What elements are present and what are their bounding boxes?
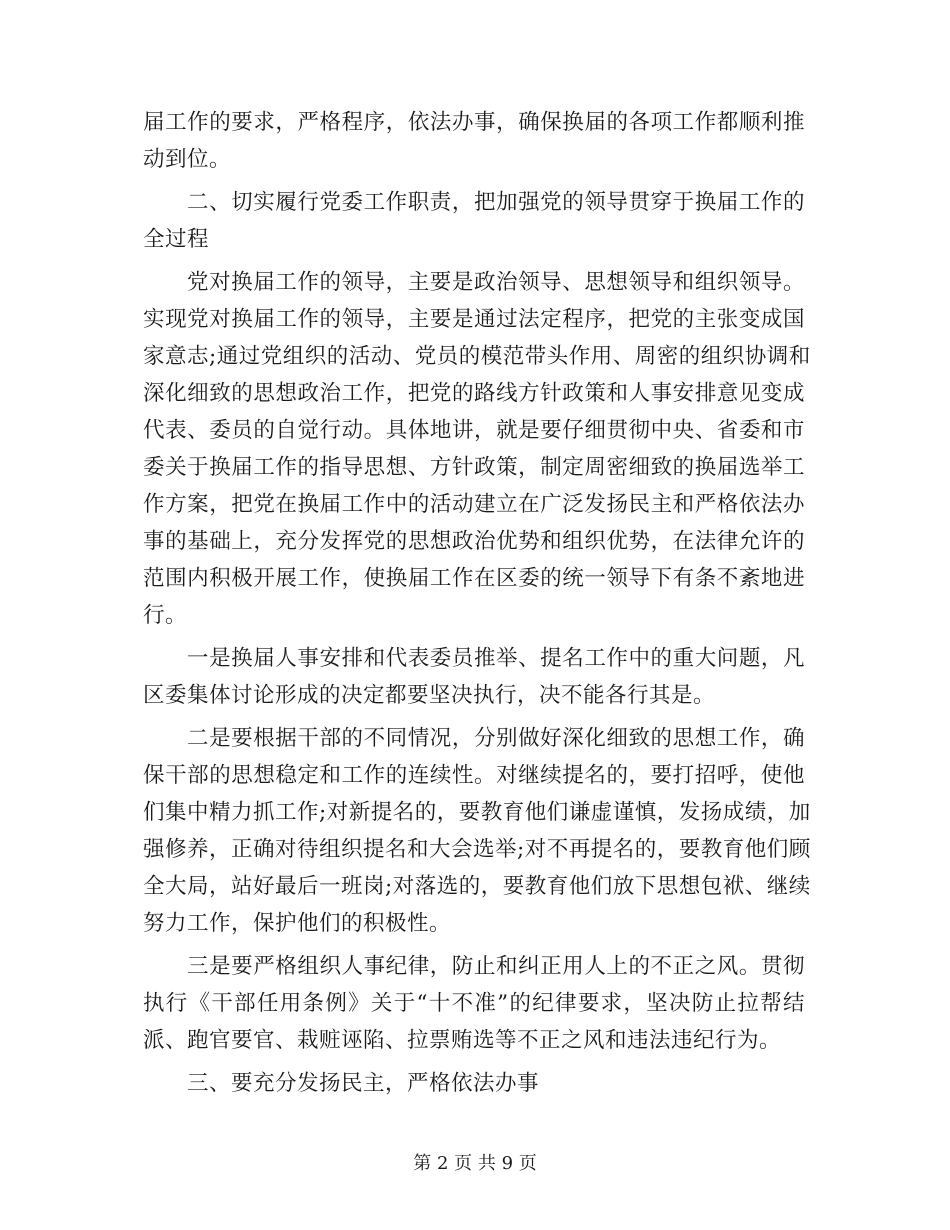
paragraph-line: 届工作的要求，严格程序，依法办事，确保换届的各项工作都顺利推 (143, 110, 805, 135)
paragraph-party-leadership (143, 264, 811, 634)
paragraph-line: 一是换届人事安排和代表委员推举、提名工作中的重大问题，凡 (187, 646, 805, 671)
document-body (143, 104, 811, 1102)
paragraph-line: 三是要严格组织人事纪律，防止和纠正用人上的不正之风。贯彻 (187, 954, 805, 979)
paragraph-line: 区委集体讨论形成的决定都要坚决执行，决不能各行其是。 (143, 683, 716, 708)
paragraph-line: 实现党对换届工作的领导，主要是通过法定程序，把党的主张变成国 (143, 307, 805, 332)
heading-line: 三、要充分发扬民主，严格依法办事 (187, 1071, 540, 1096)
paragraph-line: 强修养，正确对待组织提名和大会选举;对不再提名的，要教育他们顾 (143, 837, 811, 862)
paragraph-line: 代表、委员的自觉行动。具体地讲，就是要仔细贯彻中央、省委和市 (143, 418, 805, 443)
paragraph-point-three (143, 948, 805, 1059)
paragraph-line: 事的基础上，充分发挥党的思想政治优势和组织优势，在法律允许的 (143, 529, 805, 554)
paragraph-line: 行。 (143, 603, 188, 628)
section-heading-3 (143, 1065, 805, 1102)
paragraph-line: 动到位。 (143, 147, 232, 172)
page-number-footer: 第 2 页 共 9 页 (413, 1153, 537, 1174)
heading-line: 全过程 (143, 227, 210, 252)
paragraph-line: 们集中精力抓工作;对新提名的，要教育他们谦虚谨慎，发扬成绩，加 (143, 800, 811, 825)
section-heading-2 (143, 184, 805, 258)
paragraph-point-two (143, 720, 811, 942)
paragraph-line: 二是要根据干部的不同情况，分别做好深化细致的思想工作，确 (187, 726, 805, 751)
paragraph-line: 家意志;通过党组织的活动、党员的模范带头作用、周密的组织协调和 (143, 344, 811, 369)
paragraph-continuation (143, 104, 805, 178)
paragraph-point-one (143, 640, 805, 714)
paragraph-line: 全大局，站好最后一班岗;对落选的，要教育他们放下思想包袱、继续 (143, 874, 811, 899)
paragraph-line: 派、跑官要官、栽赃诬陷、拉票贿选等不正之风和违法违纪行为。 (143, 1028, 782, 1053)
paragraph-line: 保干部的思想稳定和工作的连续性。对继续提名的，要打招呼，使他 (143, 763, 805, 788)
paragraph-line: 执行《干部任用条例》关于“十不准”的纪律要求，坚决防止拉帮结 (143, 991, 805, 1016)
paragraph-line: 努力工作，保护他们的积极性。 (143, 911, 452, 936)
paragraph-line: 深化细致的思想政治工作，把党的路线方针政策和人事安排意见变成 (143, 381, 805, 406)
paragraph-line: 作方案，把党在换届工作中的活动建立在广泛发扬民主和严格依法办 (143, 492, 805, 517)
paragraph-line: 委关于换届工作的指导思想、方针政策，制定周密细致的换届选举工 (143, 455, 805, 480)
heading-line: 二、切实履行党委工作职责，把加强党的领导贯穿于换届工作的 (187, 190, 805, 215)
paragraph-line: 党对换届工作的领导，主要是政治领导、思想领导和组织领导。 (187, 270, 805, 295)
paragraph-line: 范围内积极开展工作，使换届工作在区委的统一领导下有条不紊地进 (143, 566, 805, 591)
